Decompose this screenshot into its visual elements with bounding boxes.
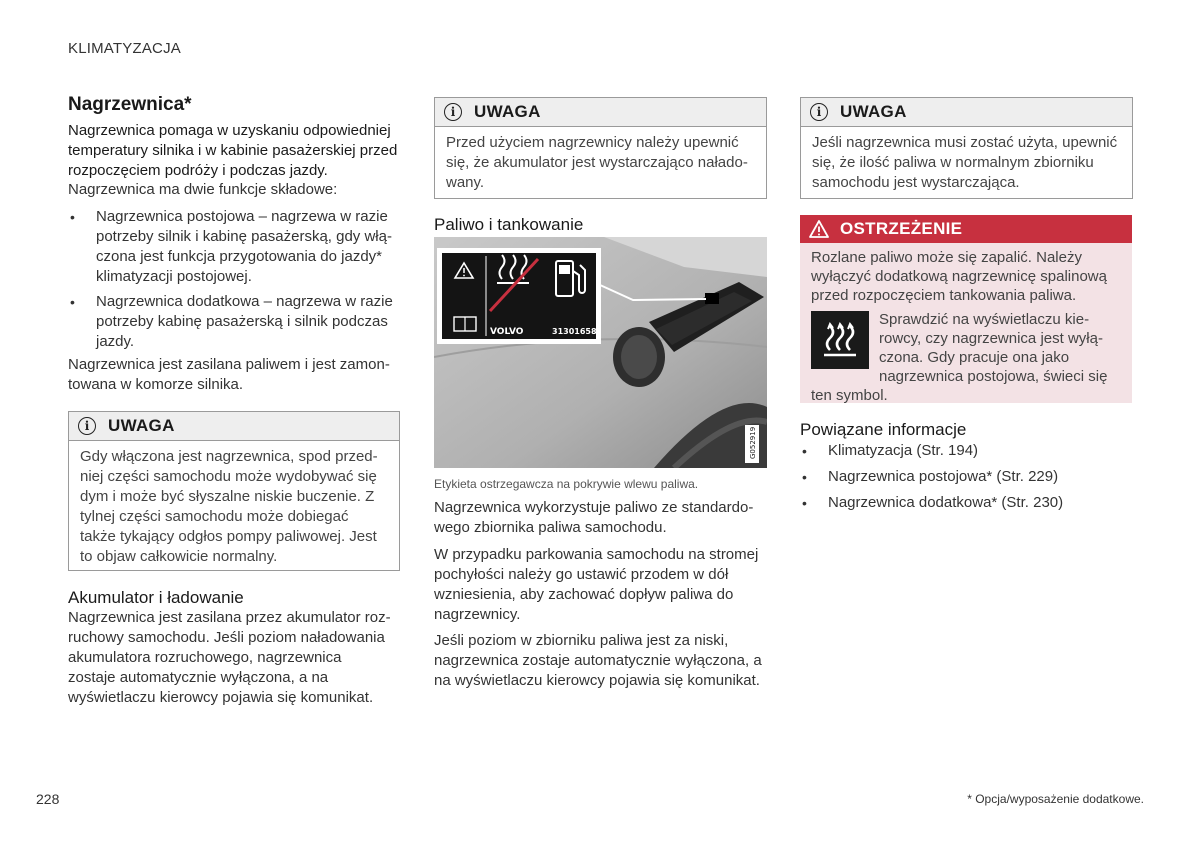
functions-list	[68, 207, 393, 352]
fuel-flap-illustration	[434, 237, 767, 468]
warning-box	[800, 215, 1132, 403]
footnote: * Opcja/wyposażenie dodatkowe.	[967, 792, 1144, 806]
notice-box	[800, 97, 1133, 199]
fuel-paragraph-3: Jeśli poziom w zbiorniku paliwa jest za niski, nagrzewnica zostaje automatycznie wyłączona, a na wyświetlaczu kierowcy pojawia się komunikat.	[434, 632, 762, 689]
page-title: Nagrzewnica*	[68, 94, 192, 115]
list-item: • Nagrzewnica dodatkowa – nagrzewa w razie potrzeby kabinę pasażerską i silnik podczas jazdy.	[68, 292, 393, 352]
image-caption: Etykieta ostrzegawcza na pokrywie wlewu paliwa.	[434, 477, 699, 491]
info-icon: i	[78, 417, 96, 435]
battery-heading: Akumulator i ładowanie	[68, 588, 244, 607]
info-icon: i	[444, 103, 462, 121]
warning-triangle-icon	[809, 220, 829, 238]
heater-symbol-icon	[811, 311, 869, 369]
notice-box	[68, 411, 400, 571]
notice-label: UWAGA	[474, 102, 541, 121]
related-link-nagrzewnica-postojowa[interactable]: • Nagrzewnica postojowa* (Str. 229)	[800, 467, 1130, 487]
warning-icon-text-tail: ten symbol.	[811, 387, 888, 404]
section-header: KLIMATYZACJA	[68, 40, 181, 57]
notice-text: Gdy włączona jest nagrzewnica, spod przedniej części samochodu może wydobywać się dym i może być słyszalne niskie buczenie. Z tylnej części samochodu może dobiegać także tykający odgłos pompy paliwowej. Jest to objaw całkowicie normalny.	[80, 448, 378, 565]
car-fuel-flap-image	[434, 237, 767, 468]
fuel-heading: Paliwo i tankowanie	[434, 215, 584, 234]
notice-text: Przed użyciem nagrzewnicy należy upewnić się, że akumulator jest wystarczająco naładowany.	[446, 134, 748, 191]
related-link-nagrzewnica-dodatkowa[interactable]: • Nagrzewnica dodatkowa* (Str. 230)	[800, 493, 1130, 513]
warning-text: Rozlane paliwo może się zapalić. Należy wyłączyć dodatkową nagrzewnicę spalinową przed rozpoczęciem tankowania paliwa.	[811, 249, 1107, 304]
fuel-note: Nagrzewnica jest zasilana paliwem i jest zamontowana w komorze silnika.	[68, 356, 390, 393]
notice-box	[434, 97, 767, 199]
notice-header	[69, 412, 399, 441]
list-item: • Nagrzewnica postojowa – nagrzewa w razie potrzeby silnik i kabinę pasażerską, gdy włączona jest funkcja przygotowania do jazdy* klimatyzacji postojowej.	[68, 207, 393, 287]
notice-header	[801, 98, 1132, 127]
functions-intro: Nagrzewnica ma dwie funkcje składowe:	[68, 181, 338, 198]
battery-text: Nagrzewnica jest zasilana przez akumulator rozruchowy samochodu. Jeśli poziom naładowania akumulatora rozruchowego, nagrzewnica zostaje automatycznie wyłączona, a na wyświetlaczu kierowcy pojawia się komunikat.	[68, 609, 391, 706]
intro-paragraph: Nagrzewnica pomaga w uzyskaniu odpowiedniej temperatury silnika i w kabinie pasażerskiej przed rozpoczęciem podróży i podczas jazdy.	[68, 122, 398, 179]
fuel-paragraph-1: Nagrzewnica wykorzystuje paliwo ze standardowego zbiornika paliwa samochodu.	[434, 499, 754, 536]
info-icon: i	[810, 103, 828, 121]
fuel-paragraph-2: W przypadku parkowania samochodu na stromej pochyłości należy go ustawić przodem w dół wzniesienia, aby zachować dopływ paliwa do nagrzewnicy.	[434, 546, 759, 623]
warning-label: OSTRZEŻENIE	[840, 219, 963, 238]
notice-label: UWAGA	[840, 102, 907, 121]
related-links	[800, 441, 1130, 519]
label-code: 31301658	[552, 327, 597, 336]
page-number: 228	[36, 791, 60, 807]
warning-icon-text: Sprawdzić na wyświetlaczu kierowcy, czy nagrzewnica jest wyłączona. Gdy pracuje ona jako nagrzewnica postojowa, świeci się	[879, 311, 1108, 385]
related-heading: Powiązane informacje	[800, 420, 967, 439]
notice-label: UWAGA	[108, 416, 175, 435]
image-code: G052919	[749, 426, 757, 459]
related-link-klimatyzacja[interactable]: • Klimatyzacja (Str. 194)	[800, 441, 1130, 461]
notice-header	[435, 98, 766, 127]
label-brand: VOLVO	[490, 327, 524, 337]
notice-text: Jeśli nagrzewnica musi zostać użyta, upewnić się, że ilość paliwa w normalnym zbiorniku samochodu jest wystarczająca.	[812, 134, 1118, 191]
warning-header	[800, 215, 1132, 243]
